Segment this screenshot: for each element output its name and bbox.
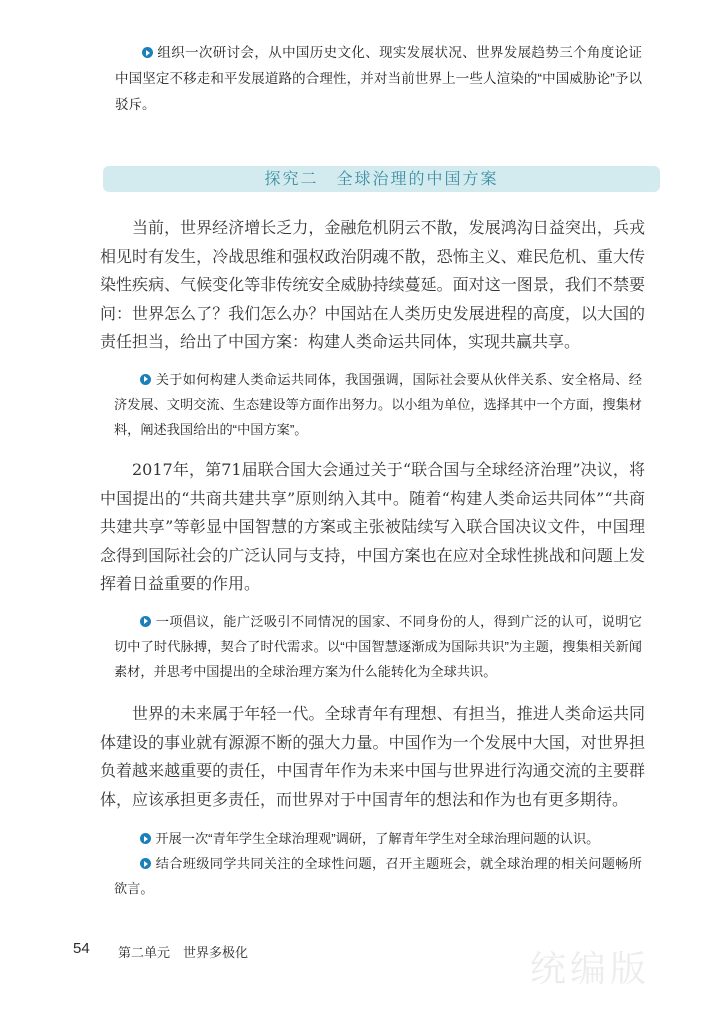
play-bullet-icon: [140, 858, 151, 869]
unit-title: 第二单元 世界多极化: [118, 946, 249, 961]
activity-text: 一项倡议，能广泛吸引不同情况的国家、不同身份的人，得到广泛的认可，说明它切中了时代脉搏，契合了时代需求。以“中国智慧逐渐成为国际共识”为主题，搜集相关新闻素材，并思考中国提出的全球治理方案为什么能转化为全球共识。: [114, 613, 642, 679]
watermark: 统编版: [530, 949, 651, 990]
activity-text: 关于如何构建人类命运共同体，我国强调，国际社会要从伙伴关系、安全格局、经济发展、文明交流、生态建设等方面作出努力。以小组为单位，选择其中一个方面，搜集材料，阐述我国给出的“中国方案”。: [114, 371, 642, 437]
activity-text: 组织一次研讨会，从中国历史文化、现实发展状况、世界发展趋势三个角度论证中国坚定不移走和平发展道路的合理性，并对当前世界上一些人渲染的“中国威胁论”予以驳斥。: [115, 45, 642, 112]
body-paragraph: 2017年，第71届联合国大会通过关于“联合国与全球经济治理”决议，将中国提出的“共商共建共享”原则纳入其中。随着“构建人类命运共同体”“共商共建共享”等彰显中国智慧的方案或主张被陆续写入联合国决议文件，中国理念得到国际社会的广泛认同与支持，中国方案也在应对全球性挑战和问题上发挥着日益重要的作用。: [100, 459, 645, 594]
activity-text: 结合班级同学共同关注的全球性问题，召开主题班会，就全球治理的相关问题畅所欲言。: [114, 856, 642, 897]
play-bullet-icon: [142, 47, 153, 58]
play-bullet-icon: [140, 833, 151, 844]
play-bullet-icon: [140, 616, 151, 627]
page-number: 54: [73, 940, 90, 957]
activity-block: [114, 609, 642, 684]
play-bullet-icon: [140, 374, 151, 385]
activity-block: [114, 826, 642, 901]
section-title: 探究二 全球治理的中国方案: [103, 166, 660, 192]
activity-text: 开展一次“青年学生全球治理观”调研，了解青年学生对全球治理问题的认识。: [155, 831, 600, 847]
body-paragraph: 世界的未来属于年轻一代。全球青年有理想、有担当，推进人类命运共同体建设的事业就有源源不断的强大力量。中国作为一个发展中大国，对世界担负着越来越重要的责任，中国青年作为未来中国与世界进行沟通交流的主要群体，应该承担更多责任，而世界对于中国青年的想法和作为也有更多期待。: [100, 703, 645, 809]
body-paragraph: 当前，世界经济增长乏力，金融危机阴云不散，发展鸿沟日益突出，兵戎相见时有发生，冷战思维和强权政治阴魂不散，恐怖主义、难民危机、重大传染性疾病、气候变化等非传统安全威胁持续蔓延。面对这一图景，我们不禁要问：世界怎么了？我们怎么办？中国站在人类历史发展进程的高度，以大国的责任担当，给出了中国方案：构建人类命运共同体，实现共赢共享。: [100, 218, 645, 352]
activity-block: [114, 367, 642, 442]
page-content: [100, 40, 660, 901]
activity-block: [115, 40, 642, 118]
